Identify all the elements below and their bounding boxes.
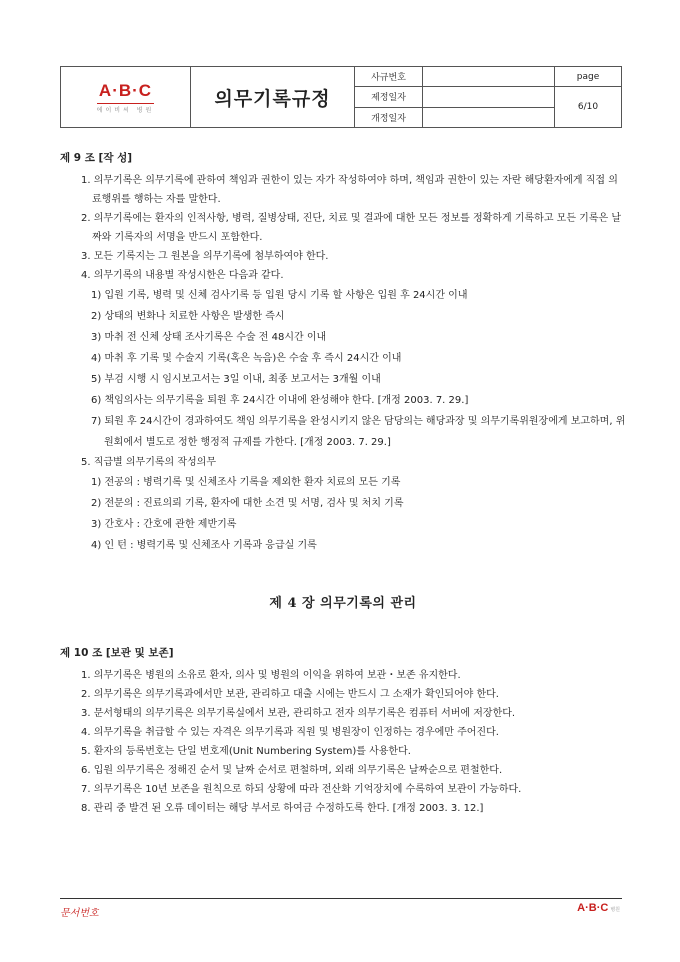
meta-value bbox=[423, 108, 555, 127]
article-9-subitem: 3) 간호사 : 간호에 관한 제반기록 bbox=[91, 519, 237, 530]
meta-value bbox=[423, 87, 555, 106]
article-9-item: 3. 모든 기록지는 그 원본을 의무기록에 첨부하여야 한다. bbox=[81, 251, 329, 262]
meta-table bbox=[355, 67, 555, 127]
article-10-title: 제 10 조 [보관 및 보존] bbox=[60, 647, 174, 659]
meta-value bbox=[423, 67, 555, 86]
article-9-subitem: 1) 입원 기록, 병력 및 신체 검사기록 등 입원 당시 기록 할 사항은 입원 후 24시간 이내 bbox=[91, 290, 468, 301]
article-10-item: 2. 의무기록은 의무기록과에서만 보관, 관리하고 대출 시에는 반드시 그 소재가 확인되어야 한다. bbox=[81, 689, 499, 700]
meta-label: 사규번호 bbox=[355, 67, 423, 86]
article-10-item: 7. 의무기록은 10년 보존을 원칙으로 하되 상황에 따라 전산화 기억장치에 수록하여 보관이 가능하다. bbox=[81, 784, 522, 795]
page-number: 6/10 bbox=[577, 102, 599, 112]
article-9-subitem: 3) 마취 전 신체 상태 조사기록은 수술 전 48시간 이내 bbox=[91, 332, 327, 343]
footer-document-number: 문서번호 bbox=[60, 908, 99, 919]
article-9-subitem: 2) 전문의 : 진료의뢰 기록, 환자에 대한 소견 및 서명, 검사 및 처치 기록 bbox=[91, 498, 404, 509]
hospital-logo-subtitle: 에이비씨 병원 bbox=[97, 103, 155, 114]
meta-row bbox=[355, 67, 555, 87]
article-9-subitem: 6) 책임의사는 의무기록을 퇴원 후 24시간 이내에 완성해야 한다. [개정 2003. 7. 29.] bbox=[91, 395, 469, 406]
article-10-item: 1. 의무기록은 병원의 소유로 환자, 의사 및 병원의 이익을 위하여 보관・보존 유지한다. bbox=[81, 670, 461, 681]
article-10-item: 4. 의무기록을 취급할 수 있는 자격은 의무기록과 직원 및 병원장이 인정하는 경우에만 주어진다. bbox=[81, 727, 499, 738]
meta-row bbox=[355, 108, 555, 127]
article-9-subitem: 1) 전공의 : 병력기록 및 신체조사 기록을 제외한 환자 치료의 모든 기록 bbox=[91, 477, 401, 488]
article-10-item: 5. 환자의 등록번호는 단일 번호제(Unit Numbering System)를 사용한다. bbox=[81, 746, 411, 757]
article-9-item: 1. 의무기록은 의무기록에 관하여 책임과 권한이 있는 자가 작성하여야 하며, 책임과 권한이 있는 자란 해당환자에게 직접 의료행위를 행하는 자를 말한다. bbox=[81, 175, 618, 205]
hospital-logo: A·B·C bbox=[98, 80, 153, 100]
logo-cell bbox=[61, 67, 191, 127]
meta-row bbox=[355, 87, 555, 107]
meta-label: 제정일자 bbox=[355, 87, 423, 106]
footer-divider bbox=[60, 898, 622, 899]
page-label: page bbox=[555, 67, 621, 87]
chapter-4-heading: 제 4 장 의무기록의 관리 bbox=[269, 596, 417, 611]
article-9-subitem: 4) 마취 후 기록 및 수술지 기록(혹은 녹음)은 수술 후 즉시 24시간 이내 bbox=[91, 353, 402, 364]
article-9-subitem: 7) 퇴원 후 24시간이 경과하여도 책임 의무기록을 완성시키지 않은 담당의는 해당과장 및 의무기록위원장에게 보고하며, 위원회에서 별도로 정한 행정적 규제를 가한다. [개정 2003. 7. 29.] bbox=[91, 416, 626, 448]
article-10-item: 8. 관리 중 발견 된 오류 데이터는 해당 부서로 하여금 수정하도록 한다. [개정 2003. 3. 12.] bbox=[81, 803, 484, 814]
article-9-title: 제 9 조 [작 성] bbox=[60, 152, 133, 164]
document-header bbox=[60, 66, 622, 128]
meta-label: 개정일자 bbox=[355, 108, 423, 127]
document-title: 의무기록규정 bbox=[191, 67, 355, 127]
footer-logo-text: A·B·C bbox=[577, 902, 609, 914]
article-9-item: 2. 의무기록에는 환자의 인적사항, 병력, 질병상태, 진단, 치료 및 결과에 대한 모든 정보를 정확하게 기록하고 모든 기록은 날짜와 기록자의 서명을 반드시 포함한다. bbox=[81, 213, 621, 243]
article-9-subitem: 2) 상태의 변화나 치료한 사항은 발생한 즉시 bbox=[91, 311, 285, 322]
article-9-subitem: 4) 인 턴 : 병력기록 및 신체조사 기록과 응급실 기록 bbox=[91, 540, 317, 551]
document-body bbox=[60, 150, 626, 818]
article-10-item: 6. 입원 의무기록은 정해진 순서 및 날짜 순서로 편철하며, 외래 의무기록은 날짜순으로 편철한다. bbox=[81, 765, 503, 776]
footer-logo-subtitle: 병원 bbox=[610, 907, 620, 913]
article-9-item: 4. 의무기록의 내용별 작성시한은 다음과 같다. bbox=[81, 270, 284, 281]
page-column bbox=[555, 67, 621, 127]
article-9-subitem: 5) 부검 시행 시 임시보고서는 3일 이내, 최종 보고서는 3개월 이내 bbox=[91, 374, 381, 385]
footer-logo bbox=[577, 902, 620, 914]
article-9-item: 5. 직급별 의무기록의 작성의무 bbox=[81, 457, 216, 468]
article-10-item: 3. 문서형태의 의무기록은 의무기록실에서 보관, 관리하고 전자 의무기록은 컴퓨터 서버에 저장한다. bbox=[81, 708, 516, 719]
